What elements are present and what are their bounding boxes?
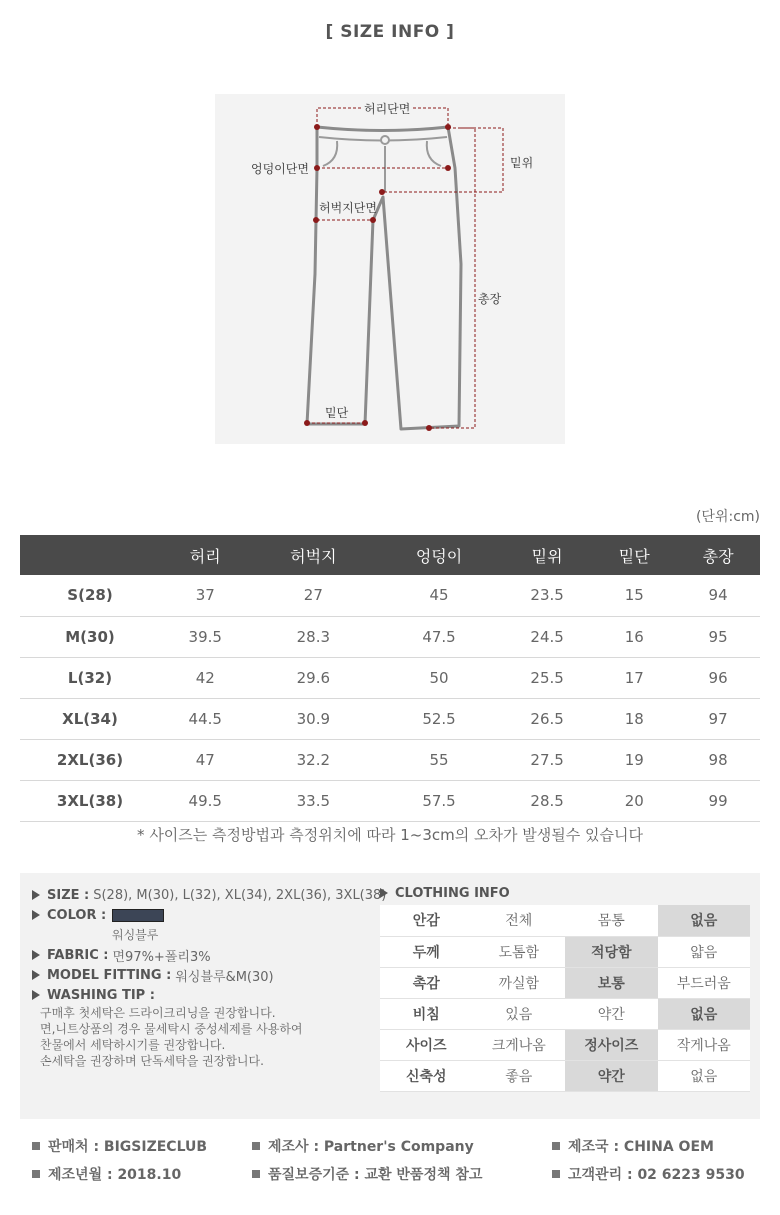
table-row [20,657,760,698]
clothing-info-option: 얇음 [658,936,751,967]
washing-tip-line: 면,니트상품의 경우 물세탁시 중성세제를 사용하여 [40,1022,303,1036]
table-cell: 17 [592,657,676,698]
table-cell: 29.6 [251,657,377,698]
clothing-info-option: 좋음 [473,1060,566,1091]
size-label: SIZE : [47,887,90,903]
table-cell: 27.5 [502,739,593,780]
column-header: 엉덩이 [376,535,502,575]
date-info [32,1164,181,1184]
square-bullet-icon [32,1170,40,1178]
pants-outline-graphic [215,94,565,444]
column-header [20,535,160,575]
table-cell: 97 [676,698,760,739]
clothing-info-option-selected: 없음 [658,905,751,936]
table-cell: 39.5 [160,616,251,657]
clothing-info-row [380,1060,750,1091]
size-table-header [20,535,760,575]
clothing-info-option-selected: 보통 [565,967,658,998]
clothing-info-row-label: 안감 [380,905,473,936]
page-title: [ SIZE INFO ] [325,22,455,42]
clothing-info-option-selected: 없음 [658,998,751,1029]
column-header: 총장 [676,535,760,575]
table-cell: 18 [592,698,676,739]
column-header: 허벅지 [251,535,377,575]
cs-info [552,1164,745,1184]
clothing-info-option: 도톰함 [473,936,566,967]
washing-tip-line: 손세탁을 권장하며 단독세탁을 권장합니다. [40,1054,264,1068]
waist-label: 허리단면 [364,102,411,116]
table-cell: 30.9 [251,698,377,739]
clothing-info-row [380,905,750,936]
product-details [32,885,387,1069]
clothing-info-option: 까실함 [473,967,566,998]
product-info-box [20,873,760,1119]
clothing-info-option: 몸통 [565,905,658,936]
table-cell: 37 [160,575,251,616]
table-cell: 55 [376,739,502,780]
fabric-label: FABRIC : [47,947,109,963]
square-bullet-icon [252,1142,260,1150]
triangle-bullet-icon [32,890,40,900]
clothing-info-option-selected: 정사이즈 [565,1029,658,1060]
table-row [20,780,760,821]
washing-tip-line: 찬물에서 세탁하시기를 권장합니다. [40,1038,226,1052]
clothing-info-title: CLOTHING INFO [395,885,510,901]
rise-label: 밑위 [510,156,534,170]
size-name: S(28) [20,575,160,616]
table-cell: 42 [160,657,251,698]
table-cell: 47 [160,739,251,780]
table-cell: 19 [592,739,676,780]
size-table [20,535,760,822]
cs-text: 고객관리 : 02 6223 9530 [568,1167,745,1183]
country-info [552,1136,714,1156]
clothing-info-header [380,883,752,903]
quality-text: 품질보증기준 : 교환 반품정책 참고 [268,1167,483,1183]
clothing-info-option: 작게나옴 [658,1029,751,1060]
clothing-info-option: 부드러움 [658,967,751,998]
clothing-info-option: 없음 [658,1060,751,1091]
clothing-info-table [380,905,750,1092]
washing-tip-label: WASHING TIP : [47,987,155,1003]
clothing-info-option-selected: 약간 [565,1060,658,1091]
table-cell: 95 [676,616,760,657]
table-cell: 96 [676,657,760,698]
table-cell: 57.5 [376,780,502,821]
country-text: 제조국 : CHINA OEM [568,1139,714,1155]
square-bullet-icon [32,1142,40,1150]
hem-label: 밑단 [325,406,349,420]
quality-info [252,1164,482,1184]
clothing-info-row [380,1029,750,1060]
table-cell: 28.5 [502,780,593,821]
table-cell: 98 [676,739,760,780]
washing-tip-line: 구매후 첫세탁은 드라이크리닝을 권장합니다. [40,1006,276,1020]
unit-label: (단위:cm) [695,509,760,525]
table-cell: 26.5 [502,698,593,739]
clothing-info-row-label: 비침 [380,998,473,1029]
clothing-info-option: 있음 [473,998,566,1029]
clothing-info-row-label: 두께 [380,936,473,967]
seller-info [32,1136,207,1156]
column-header: 밑단 [592,535,676,575]
washing-tip-row [32,985,382,1005]
triangle-bullet-icon [380,888,388,898]
clothing-info [380,883,752,1092]
table-cell: 20 [592,780,676,821]
thigh-label: 허벅지단면 [319,201,377,215]
seller-text: 판매처 : BIGSIZECLUB [48,1139,208,1155]
size-name: M(30) [20,616,160,657]
fabric-value: 면97%+폴리3% [112,949,211,965]
square-bullet-icon [252,1170,260,1178]
clothing-info-row [380,936,750,967]
size-name: L(32) [20,657,160,698]
table-cell: 47.5 [376,616,502,657]
table-row [20,575,760,616]
table-cell: 45 [376,575,502,616]
table-row [20,739,760,780]
clothing-info-option: 크게나옴 [473,1029,566,1060]
hip-label: 엉덩이단면 [251,162,309,176]
table-cell: 50 [376,657,502,698]
square-bullet-icon [552,1142,560,1150]
table-cell: 28.3 [251,616,377,657]
triangle-bullet-icon [32,950,40,960]
date-text: 제조년월 : 2018.10 [48,1167,182,1183]
color-label: COLOR : [47,907,107,923]
table-cell: 44.5 [160,698,251,739]
table-row [20,616,760,657]
size-row [32,885,387,905]
table-cell: 24.5 [502,616,593,657]
table-cell: 23.5 [502,575,593,616]
clothing-info-row [380,967,750,998]
table-cell: 32.2 [251,739,377,780]
model-fitting-row [32,965,382,985]
color-name: 워싱블루 [112,928,159,942]
table-cell: 94 [676,575,760,616]
table-cell: 52.5 [376,698,502,739]
square-bullet-icon [552,1170,560,1178]
clothing-info-row-label: 촉감 [380,967,473,998]
table-cell: 16 [592,616,676,657]
clothing-info-option: 전체 [473,905,566,936]
clothing-info-row-label: 사이즈 [380,1029,473,1060]
model-fitting-value: 워싱블루&M(30) [175,969,274,985]
clothing-info-row [380,998,750,1029]
size-name: XL(34) [20,698,160,739]
size-value: S(28), M(30), L(32), XL(34), 2XL(36), 3XL(38) [93,887,387,903]
maker-info [252,1136,474,1156]
size-name: 2XL(36) [20,739,160,780]
size-name: 3XL(38) [20,780,160,821]
triangle-bullet-icon [32,910,40,920]
table-row [20,698,760,739]
fabric-row [32,945,382,965]
table-cell: 99 [676,780,760,821]
measurement-note: * 사이즈는 측정방법과 측정위치에 따라 1~3cm의 오차가 발생될수 있습니다 [137,826,643,844]
triangle-bullet-icon [32,990,40,1000]
table-cell: 15 [592,575,676,616]
clothing-info-option-selected: 적당함 [565,936,658,967]
pants-measurement-diagram [215,94,565,444]
column-header: 허리 [160,535,251,575]
column-header: 밑위 [502,535,593,575]
table-cell: 25.5 [502,657,593,698]
clothing-info-row-label: 신축성 [380,1060,473,1091]
maker-text: 제조사 : Partner's Company [268,1139,474,1155]
model-fitting-label: MODEL FITTING : [47,967,172,983]
clothing-info-option: 약간 [565,998,658,1029]
color-swatch [112,909,164,922]
table-cell: 27 [251,575,377,616]
color-row [32,905,382,925]
triangle-bullet-icon [32,970,40,980]
length-label: 총장 [478,292,502,306]
table-cell: 49.5 [160,780,251,821]
table-cell: 33.5 [251,780,377,821]
